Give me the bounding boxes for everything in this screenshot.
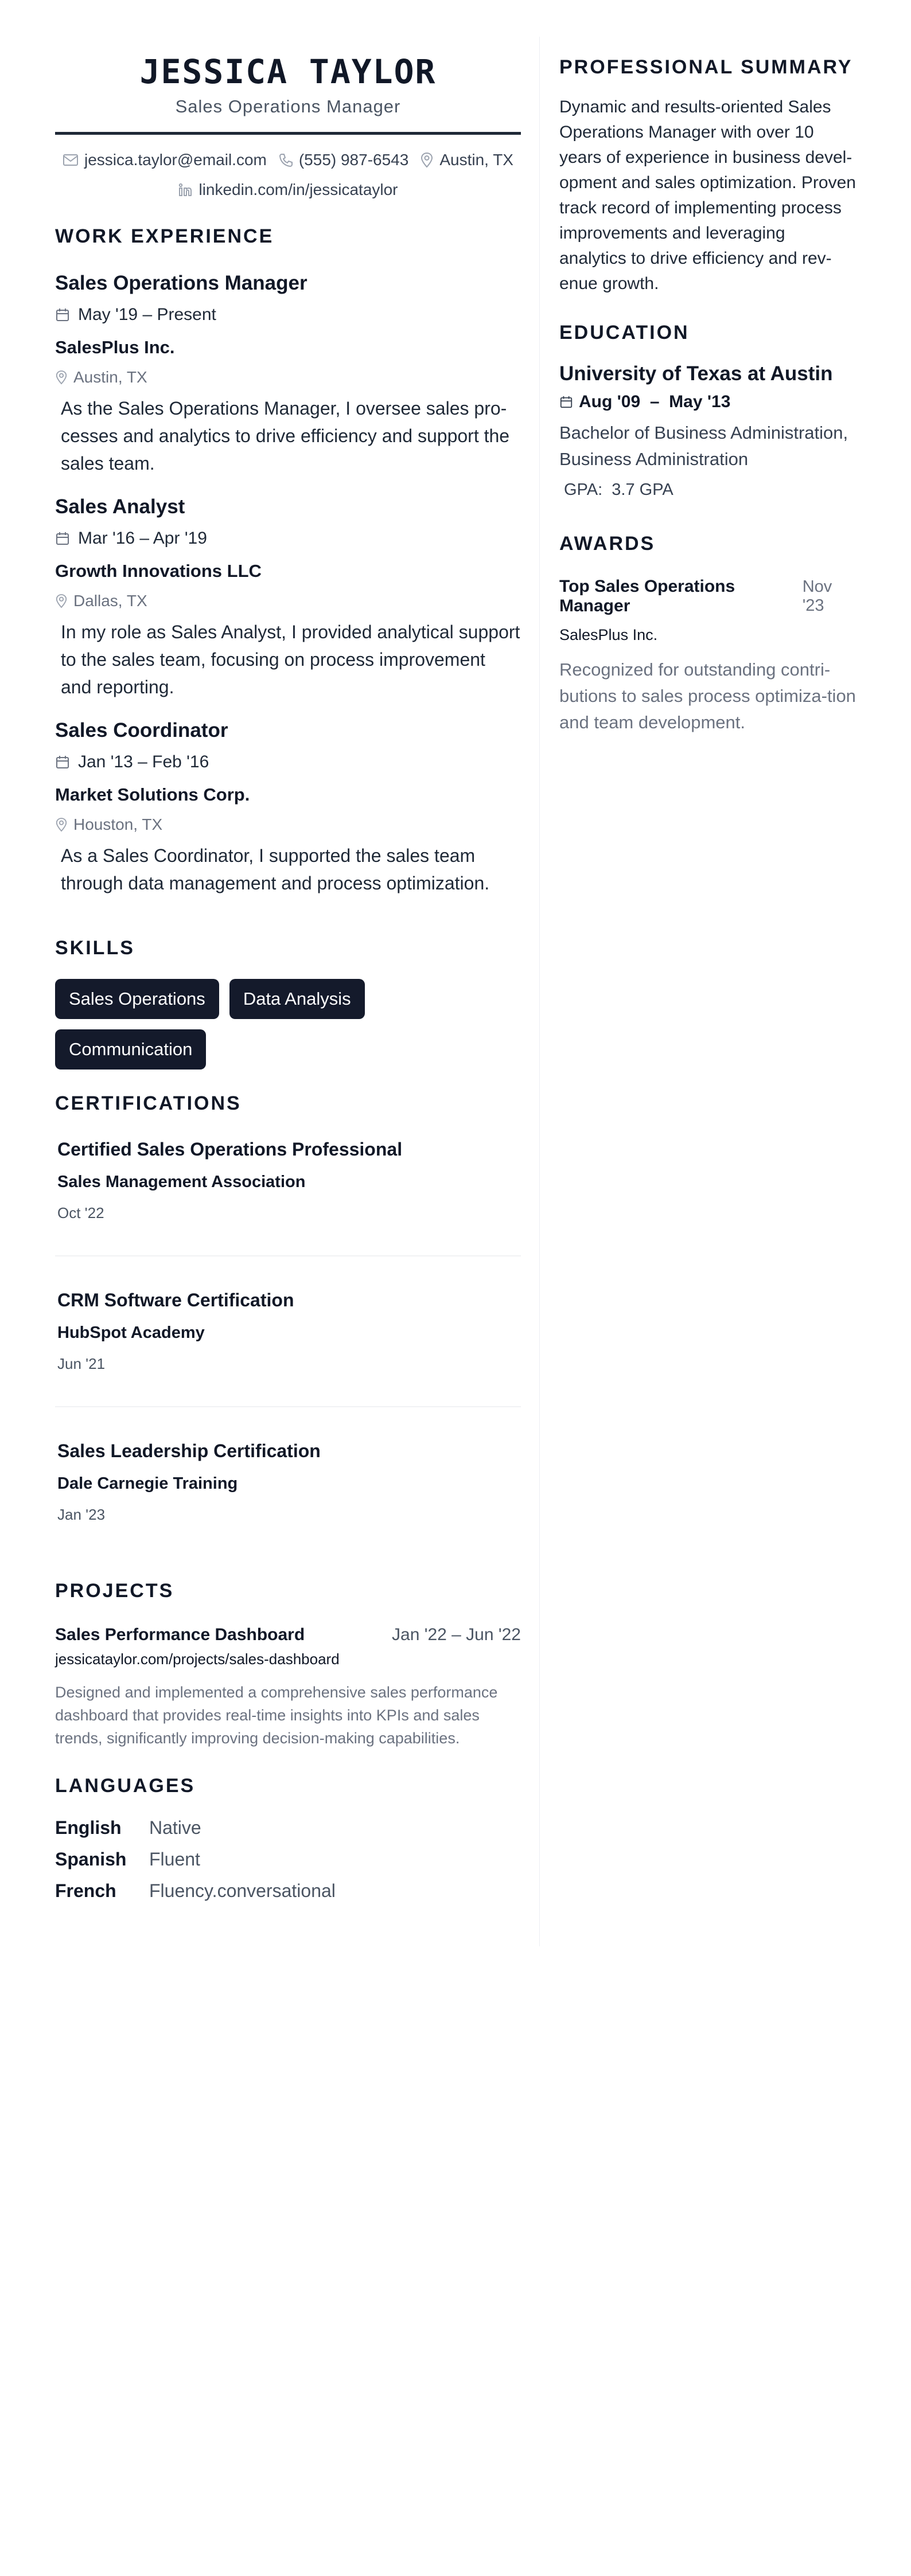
- job-entry: [55, 719, 521, 897]
- project-link[interactable]: jessicataylor.com/projects/sales-dashboard: [55, 1650, 340, 1668]
- language-row: [55, 1875, 521, 1907]
- summary-text: Dynamic and results-oriented Sales Operations Manager with over 10 years of experience in business devel-opment and sales optimization. Proven track record of implementing process improvements and leveraging analytics to drive efficiency and rev-enue growth.: [559, 97, 856, 293]
- candidate-role: Sales Operations Manager: [175, 96, 401, 116]
- language-level: Native: [149, 1817, 201, 1838]
- job-description: As the Sales Operations Manager, I oversee sales pro-cesses and analytics to drive efficiency and support the sales team.: [61, 398, 510, 474]
- languages-list: [55, 1812, 521, 1907]
- job-location: Austin, TX: [73, 368, 147, 386]
- projects-heading: PROJECTS: [55, 1580, 174, 1602]
- certification-org: Sales Management Association: [57, 1173, 306, 1191]
- map-pin-icon: [55, 594, 68, 608]
- certifications-heading: CERTIFICATIONS: [55, 1092, 242, 1114]
- language-row: [55, 1812, 521, 1844]
- contact-row: [55, 151, 521, 169]
- skill-chip: Communication: [55, 1029, 206, 1070]
- map-pin-icon: [420, 152, 434, 168]
- certification-date: Jan '23: [57, 1506, 106, 1523]
- award-date: Nov '23: [802, 577, 832, 615]
- project-entry: [55, 1625, 521, 1750]
- job-entry: [55, 272, 521, 477]
- certification-entry: [55, 1290, 521, 1373]
- job-description: In my role as Sales Analyst, I provided analytical support to the sales team, focusing on process improvement and reporting.: [61, 622, 520, 697]
- job-title: Sales Analyst: [55, 495, 185, 518]
- certification-divider: [55, 1406, 521, 1407]
- gpa-label: GPA:: [564, 481, 603, 499]
- skill-chip: Sales Operations: [55, 979, 219, 1019]
- school-name: University of Texas at Austin: [559, 362, 833, 385]
- job-dates-row: [55, 305, 521, 325]
- certification-title: Certified Sales Operations Professional: [57, 1139, 403, 1160]
- calendar-icon: [55, 755, 70, 770]
- header-divider: [55, 132, 521, 135]
- language-name: English: [55, 1817, 122, 1838]
- job-location: Dallas, TX: [73, 592, 147, 610]
- language-level: Fluency.conversational: [149, 1880, 336, 1901]
- award-header: [559, 577, 857, 616]
- education-dates-row: [559, 392, 857, 412]
- skills-heading: SKILLS: [55, 937, 135, 959]
- work-experience-heading: WORK EXPERIENCE: [55, 225, 274, 247]
- job-location-row: [55, 815, 521, 834]
- award-description: Recognized for outstanding contri-butions to sales process optimiza-tion and team development.: [559, 659, 856, 732]
- project-description: Designed and implemented a comprehensive sales performance dashboard that provides real-time insights into KPIs and sales trends, significantly improving decision-making capabilities.: [55, 1684, 498, 1747]
- award-org: SalesPlus Inc.: [559, 626, 658, 643]
- certification-org: HubSpot Academy: [57, 1324, 205, 1342]
- degree: Bachelor of Business Administration, Business Administration: [559, 423, 848, 469]
- calendar-icon: [55, 531, 70, 546]
- job-location: Houston, TX: [73, 815, 163, 833]
- job-dates: May '19 – Present: [78, 305, 216, 324]
- phone-icon: [278, 153, 293, 167]
- contact-linkedin[interactable]: [178, 181, 398, 199]
- certification-date: Oct '22: [57, 1204, 104, 1221]
- language-row: [55, 1844, 521, 1875]
- language-level: Fluent: [149, 1849, 200, 1869]
- project-dates: Jan '22 – Jun '22: [392, 1625, 521, 1644]
- job-title: Sales Coordinator: [55, 719, 228, 741]
- mail-icon: [63, 154, 79, 166]
- certification-entry: [55, 1139, 521, 1222]
- job-description: As a Sales Coordinator, I supported the sales team through data management and process optimization.: [61, 845, 490, 893]
- contact-row-2: [55, 181, 521, 199]
- certification-entry: [55, 1441, 521, 1524]
- education-dates: Aug '09 – May '13: [579, 392, 731, 411]
- certification-title: Sales Leadership Certification: [57, 1441, 321, 1461]
- column-divider: [539, 37, 540, 1946]
- gpa-row: [559, 481, 857, 499]
- education-entry: [559, 362, 857, 499]
- right-column: [559, 55, 857, 736]
- job-company: Growth Innovations LLC: [55, 561, 262, 581]
- language-name: Spanish: [55, 1849, 127, 1869]
- award-title: Top Sales Operations Manager: [559, 577, 735, 615]
- map-pin-icon: [55, 817, 68, 832]
- skill-chip: Data Analysis: [229, 979, 365, 1019]
- contact-phone[interactable]: [278, 151, 408, 169]
- linkedin-icon: [178, 182, 193, 197]
- languages-heading: LANGUAGES: [55, 1775, 196, 1797]
- email-text: jessica.taylor@email.com: [84, 151, 267, 169]
- phone-text: (555) 987-6543: [298, 151, 409, 169]
- job-dates: Mar '16 – Apr '19: [78, 529, 207, 548]
- certification-title: CRM Software Certification: [57, 1290, 294, 1310]
- certification-org: Dale Carnegie Training: [57, 1474, 238, 1493]
- skills-list: [55, 979, 521, 1070]
- contact-email[interactable]: [63, 151, 267, 169]
- left-column: [55, 52, 521, 1907]
- job-location-row: [55, 592, 521, 610]
- candidate-name: JESSICA TAYLOR: [139, 52, 437, 91]
- contact-location: [420, 151, 513, 169]
- job-dates-row: [55, 529, 521, 548]
- award-entry: [559, 577, 857, 736]
- job-company: Market Solutions Corp.: [55, 784, 250, 805]
- job-title: Sales Operations Manager: [55, 272, 307, 294]
- job-company: SalesPlus Inc.: [55, 337, 175, 357]
- project-title: Sales Performance Dashboard: [55, 1625, 305, 1644]
- job-dates-row: [55, 752, 521, 772]
- language-name: French: [55, 1880, 116, 1901]
- education-heading: EDUCATION: [559, 322, 690, 344]
- calendar-icon: [55, 307, 70, 322]
- calendar-icon: [559, 395, 573, 409]
- job-location-row: [55, 368, 521, 387]
- gpa-value: 3.7 GPA: [612, 481, 673, 499]
- job-entry: [55, 495, 521, 701]
- certification-date: Jun '21: [57, 1355, 106, 1372]
- location-text: Austin, TX: [439, 151, 513, 169]
- certification-divider: [55, 1255, 521, 1256]
- job-dates: Jan '13 – Feb '16: [78, 752, 209, 771]
- project-header: [55, 1625, 521, 1645]
- linkedin-text: linkedin.com/in/jessicataylor: [198, 181, 398, 198]
- awards-heading: AWARDS: [559, 533, 656, 555]
- summary-heading: PROFESSIONAL SUMMARY: [559, 56, 853, 78]
- map-pin-icon: [55, 370, 68, 385]
